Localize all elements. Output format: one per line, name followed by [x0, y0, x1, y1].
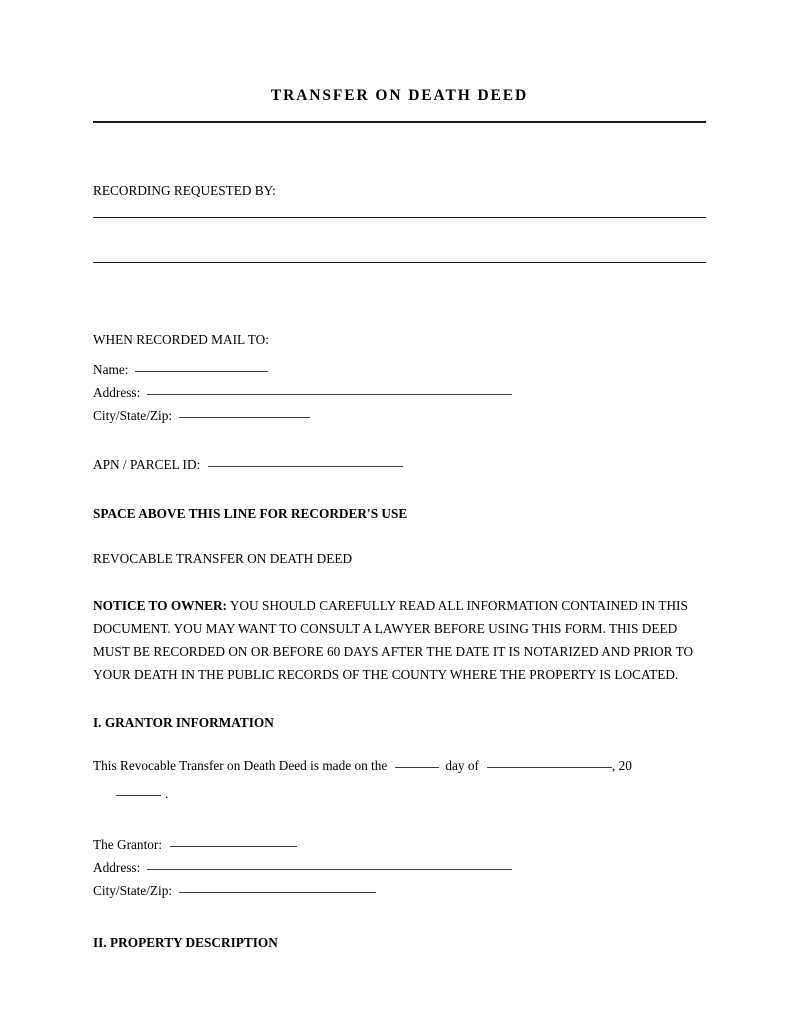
- recording-requested-by-line-1[interactable]: [93, 217, 706, 218]
- grantor-city-state-zip-label: City/State/Zip:: [93, 882, 173, 898]
- grantor-sentence-start: This Revocable Transfer on Death Deed is made on the: [93, 757, 388, 773]
- notice-to-owner-body: YOU SHOULD CAREFULLY READ ALL INFORMATION CONTAINED IN THIS DOCUMENT. YOU MAY WANT TO CONSULT A LAWYER BEFORE USING THIS FORM. THIS DEED MUST BE RECORDED ON OR BEFORE 60 DAYS AFTER THE DATE IT IS NOTARIZED AND PRIOR TO YOUR DEATH IN THE PUBLIC RECORDS OF THE COUNTY WHERE THE PROPERTY IS LOCATED.: [93, 597, 694, 683]
- section-two-heading: II. PROPERTY DESCRIPTION: [93, 934, 278, 950]
- name-input-line[interactable]: [135, 371, 268, 372]
- deed-type-label: REVOCABLE TRANSFER ON DEATH DEED: [93, 551, 353, 567]
- apn-parcel-id-label: APN / PARCEL ID:: [93, 457, 201, 473]
- when-recorded-mail-to-heading: WHEN RECORDED MAIL TO:: [93, 331, 269, 347]
- space-above-line-notice: SPACE ABOVE THIS LINE FOR RECORDER'S USE: [93, 506, 408, 522]
- grantor-date-sentence: [93, 752, 706, 808]
- grantor-address-input-line[interactable]: [147, 869, 512, 870]
- day-input-line[interactable]: [395, 767, 439, 768]
- document-page: [93, 0, 706, 1035]
- year-input-line[interactable]: [116, 795, 161, 796]
- page-title: TRANSFER ON DEATH DEED: [270, 87, 529, 104]
- recording-requested-by-label: RECORDING REQUESTED BY:: [93, 182, 276, 198]
- grantor-sentence-mid: day of: [445, 757, 479, 773]
- apn-parcel-id-input-line[interactable]: [208, 466, 403, 467]
- grantor-city-state-zip-input-line[interactable]: [179, 892, 376, 893]
- grantor-address-label: Address:: [93, 859, 141, 875]
- section-one-heading: I. GRANTOR INFORMATION: [93, 714, 274, 730]
- grantor-sentence-year-prefix: , 20: [611, 757, 632, 773]
- notice-to-owner-paragraph: [93, 594, 706, 687]
- grantor-label: The Grantor:: [93, 836, 163, 852]
- name-label: Name:: [93, 362, 129, 378]
- city-state-zip-input-line[interactable]: [179, 417, 310, 418]
- address-input-line[interactable]: [147, 394, 512, 395]
- address-label: Address:: [93, 385, 141, 401]
- grantor-sentence-end: .: [165, 785, 169, 801]
- notice-to-owner-lead: NOTICE TO OWNER:: [93, 597, 227, 613]
- month-input-line[interactable]: [487, 767, 612, 768]
- city-state-zip-label: City/State/Zip:: [93, 408, 173, 424]
- grantor-input-line[interactable]: [170, 846, 297, 847]
